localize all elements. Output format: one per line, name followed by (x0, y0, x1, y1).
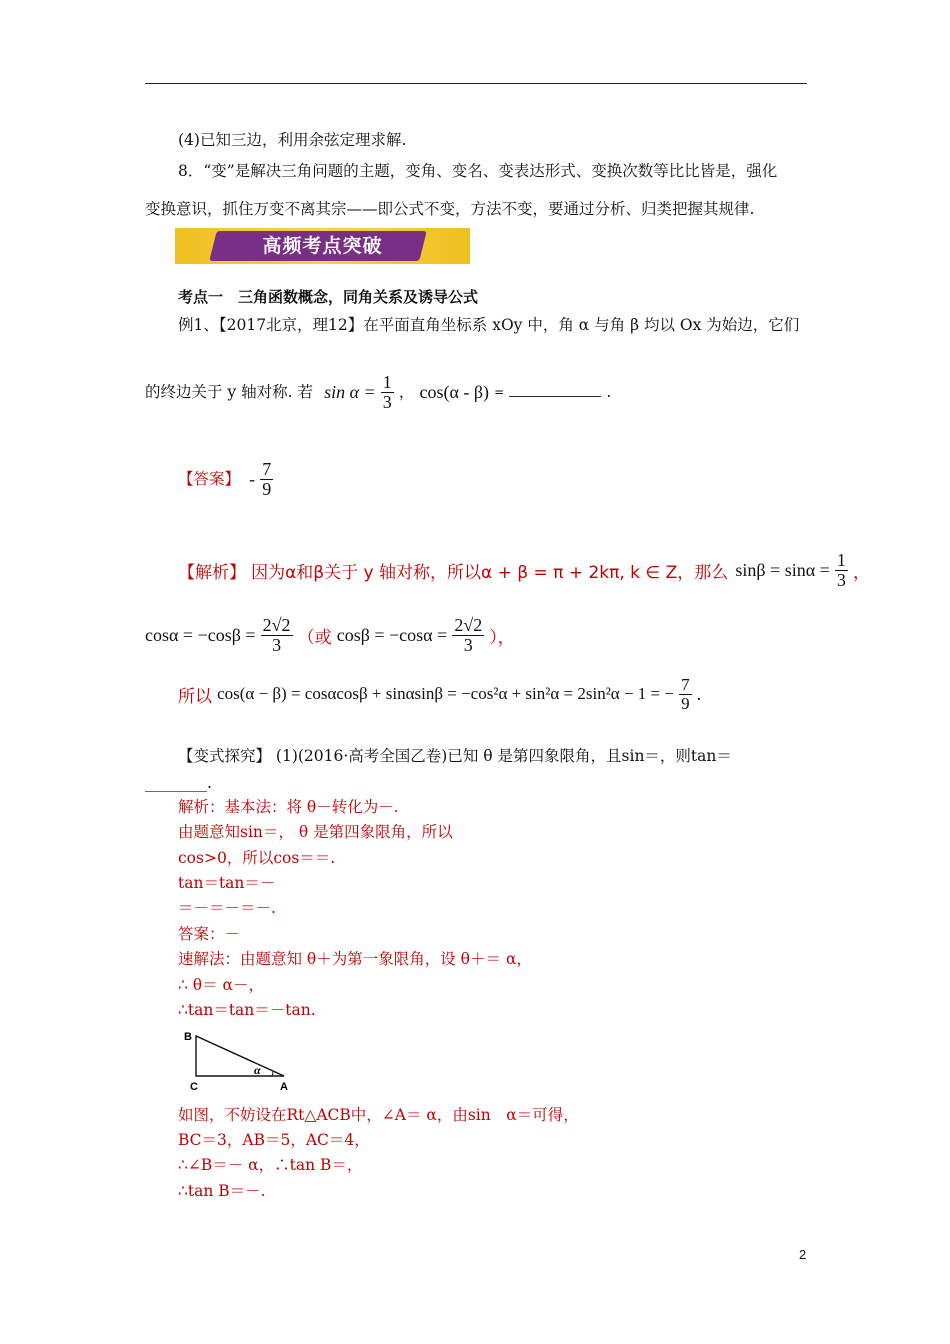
triangle-outline (196, 1036, 284, 1076)
solution-line: ∴ θ＝ α－， (178, 976, 265, 994)
cos-beta-fraction (452, 616, 484, 655)
fraction-numerator: 1 (382, 372, 392, 392)
fraction-denominator: 3 (382, 391, 392, 412)
result-period: . (696, 683, 702, 704)
therefore-text: 所以 (178, 686, 212, 707)
solution-line: 速解法：由题意知 θ＋为第一象限角，设 θ＋＝ α， (178, 950, 532, 968)
page-number: 2 (799, 1247, 807, 1262)
example-1-line-2 (145, 373, 611, 429)
solution-line: cos>0，所以cos＝＝. (178, 849, 336, 867)
one-third-fraction (381, 373, 394, 412)
figure-explanation-line: ∴∠B＝－ α，∴tan B＝， (178, 1156, 363, 1174)
cos-beta-numerator: 2√2 (454, 615, 483, 635)
sin-alpha-lhs: sin α = (324, 381, 376, 402)
answer-denominator: 9 (262, 478, 272, 499)
answer-sign: - (249, 468, 256, 489)
result-denominator: 9 (681, 693, 690, 713)
sin-value-numerator: 1 (836, 550, 846, 570)
vertex-b-label: B (184, 1031, 192, 1043)
solution-line: ∴tan＝tan＝－tan. (178, 1001, 316, 1019)
cos-beta-denominator: 3 (463, 634, 473, 655)
condition-4-text: (4)已知三边，利用余弦定理求解. (178, 131, 407, 149)
answer-line (178, 460, 273, 510)
cos-value-numerator: 2√2 (262, 615, 291, 635)
comma: ， (398, 383, 415, 402)
example-1-line-1: 例1、【2017北京，理12】在平面直角坐标系 xOy 中，角 α 与角 β 均以 Ox 为始边，它们 (178, 316, 800, 334)
variant-line-2: ________. (145, 774, 212, 792)
figure-explanation-line: 如图，不妨设在Rt△ACB中，∠A＝ α，由sin α＝可得， (178, 1106, 579, 1124)
cos-value-fraction (261, 616, 293, 655)
solution-line: ＝－＝－＝－. (178, 899, 276, 917)
solution-line: 由题意知sin＝， θ 是第四象限角，所以 (178, 823, 453, 841)
analysis-line-3 (178, 676, 701, 728)
solution-line: tan＝tan＝－ (178, 874, 276, 892)
header-rule (145, 83, 807, 84)
banner-title: 高频考点突破 (262, 235, 383, 257)
answer-fraction (260, 460, 273, 499)
answer-label: 【答案】 (178, 470, 241, 489)
item-8-line-1: 8．“变”是解决三角问题的主题，变角、变名、变表达形式、变换次数等比比皆是，强化 (178, 162, 778, 180)
analysis-line-1-end: ， (852, 562, 870, 582)
solution-line: 答案：－ (178, 925, 241, 943)
figure-explanation-line: ∴tan B＝－. (178, 1182, 266, 1200)
cos-difference-expr: cos(α − β) = cosαcosβ + sinαsinβ = −cos²α + sin²α = 2sin²α − 1 = − (217, 684, 674, 704)
sin-value-denominator: 3 (836, 569, 846, 590)
solution-line: 解析：基本法：将 θ－转化为－. (178, 798, 399, 816)
vertex-c-label: C (190, 1081, 198, 1092)
section-banner (175, 228, 470, 264)
sin-value-fraction (835, 551, 848, 590)
cos-beta-expr: cosβ = −cosα = (336, 624, 448, 645)
variant-line-1: 【变式探究】 (1)(2016·高考全国乙卷)已知 θ 是第四象限角，且sin＝，则tan＝ (178, 747, 732, 765)
angle-arc (272, 1071, 273, 1076)
vertex-a-label: A (280, 1081, 288, 1092)
section-heading: 考点一 三角函数概念，同角关系及诱导公式 (178, 288, 479, 306)
analysis-line-2 (145, 616, 515, 668)
answer-numerator: 7 (262, 459, 272, 479)
answer-blank (509, 382, 601, 397)
analysis-line-1 (178, 551, 870, 601)
right-triangle-figure (180, 1028, 292, 1092)
cos-alpha-minus-beta: cos(α - β) (419, 381, 490, 402)
angle-alpha-label: α (254, 1063, 261, 1077)
result-numerator: 7 (681, 675, 690, 694)
sin-beta-expr: sinβ = sinα = (735, 559, 830, 580)
figure-explanation-line: BC＝3，AB＝5，AC＝4， (178, 1131, 370, 1149)
equals-sign: = (494, 385, 505, 400)
example-1-line-2-text: 的终边关于 y 轴对称. 若 (145, 383, 313, 402)
analysis-label: 【解析】 (178, 562, 246, 583)
cos-alpha-expr: cosα = −cosβ = (145, 624, 256, 645)
result-fraction (679, 676, 692, 713)
item-8-line-2: 变换意识，抓住万变不离其宗——即公式不变，方法不变，要通过分析、归类把握其规律. (145, 200, 755, 218)
analysis-symmetry-text: 因为α和β关于 y 轴对称，所以α + β = π + 2kπ, k ∈ Z，那么 (251, 562, 729, 583)
alternative-close: ）， (489, 627, 515, 648)
cos-value-denominator: 3 (272, 634, 282, 655)
alternative-open: （或 (297, 627, 332, 648)
period: . (606, 383, 612, 402)
